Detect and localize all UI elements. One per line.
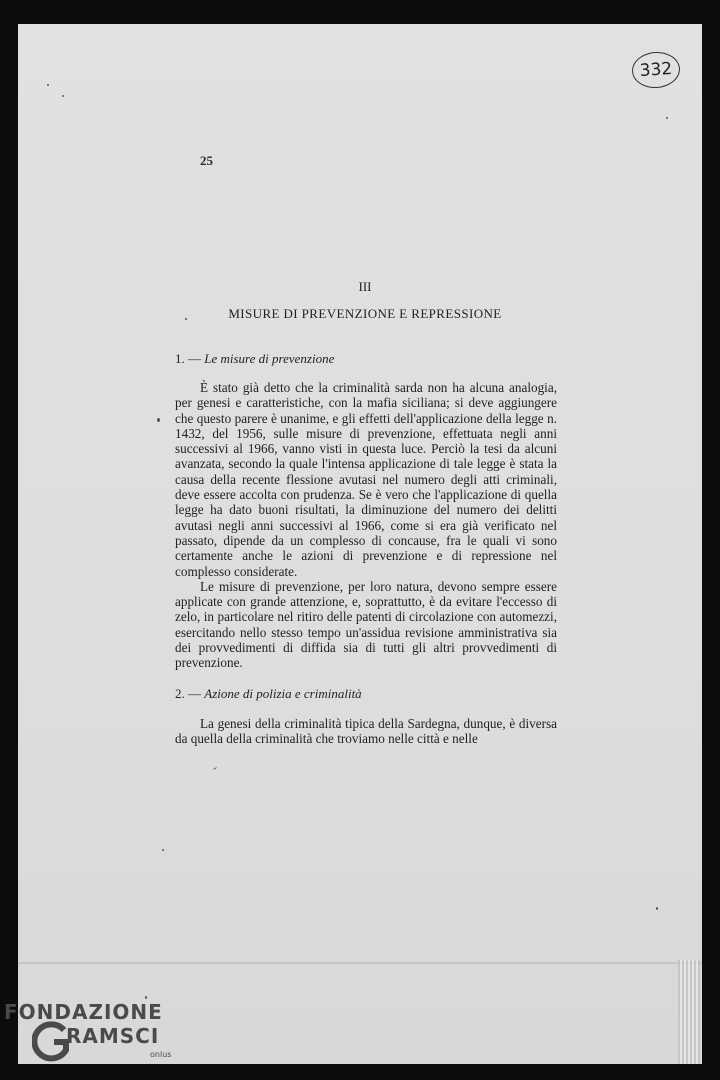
watermark-line2: RAMSCI <box>66 1024 160 1048</box>
page-edge <box>678 960 700 1064</box>
paragraph: La genesi della criminalità tipica della Sardegna, dunque, è diversa da quella della criminalità che troviamo nelle città e nelle <box>175 716 557 747</box>
paper-speck <box>666 117 668 119</box>
section-number: 2. — <box>175 686 201 701</box>
paper-speck <box>162 849 164 851</box>
paper-speck <box>157 418 160 422</box>
section-heading-1 <box>175 351 334 367</box>
page-fold-line <box>18 962 702 964</box>
chapter-title: MISURE DI PREVENZIONE E REPRESSIONE <box>228 306 502 321</box>
page-number: 25 <box>200 153 213 168</box>
paper-speck <box>47 84 49 86</box>
archive-number: 332 <box>639 58 673 82</box>
fondazione-gramsci-watermark <box>4 1000 184 1070</box>
section-title: Le misure di prevenzione <box>204 351 335 366</box>
paragraph: È stato già detto che la criminalità sarda non ha alcuna analogia, per genesi e caratteristiche, con la mafia siciliana; si deve aggiungere che questo parere è unanime, e gli effetti dell'applicazione della legge n. 1432, del 1956, sulle misure di prevenzione, effettuata negli anni successivi al 1966, vanno visti in questa luce. Perciò la tesi da alcuni avanzata, secondo la quale l'intensa applicazione di tale legge è stata la causa della recente flessione avutasi nel numero degli atti criminali, deve essere accolta con prudenza. Se è vero che l'applicazione di quella legge ha dato buoni risultati, la diminuzione del numero dei delitti avutasi negli anni successivi al 1966, come si era già verificato nel passato, dipende da un complesso di concause, fra le quali vi sono certamente anche le azioni di prevenzione e di repressione nel complesso considerate. <box>175 380 557 579</box>
paper-speck <box>656 907 658 910</box>
section-heading-2 <box>175 686 362 702</box>
section-title: Azione di polizia e criminalità <box>204 686 362 701</box>
chapter-numeral: III <box>358 279 372 294</box>
watermark-line1: FONDAZIONE <box>4 1000 163 1024</box>
paper-speck <box>145 996 147 999</box>
paragraph: Le misure di prevenzione, per loro natura, devono sempre essere applicate con grande attenzione, e, soprattutto, è da evitare l'eccesso di zelo, in particolare nel ritiro delle patenti di circolazione con automezzi, esercitando nello stesso tempo un'assidua revisione amministrativa sia dei provvedimenti di diffida sia di tutti gli altri provvedimenti di prevenzione. <box>175 578 557 671</box>
section-number: 1. — <box>175 351 201 366</box>
section-2-body <box>175 716 557 747</box>
section-1-body <box>175 380 557 671</box>
watermark-suffix: onlus <box>150 1050 172 1059</box>
paper-speck <box>62 95 64 97</box>
